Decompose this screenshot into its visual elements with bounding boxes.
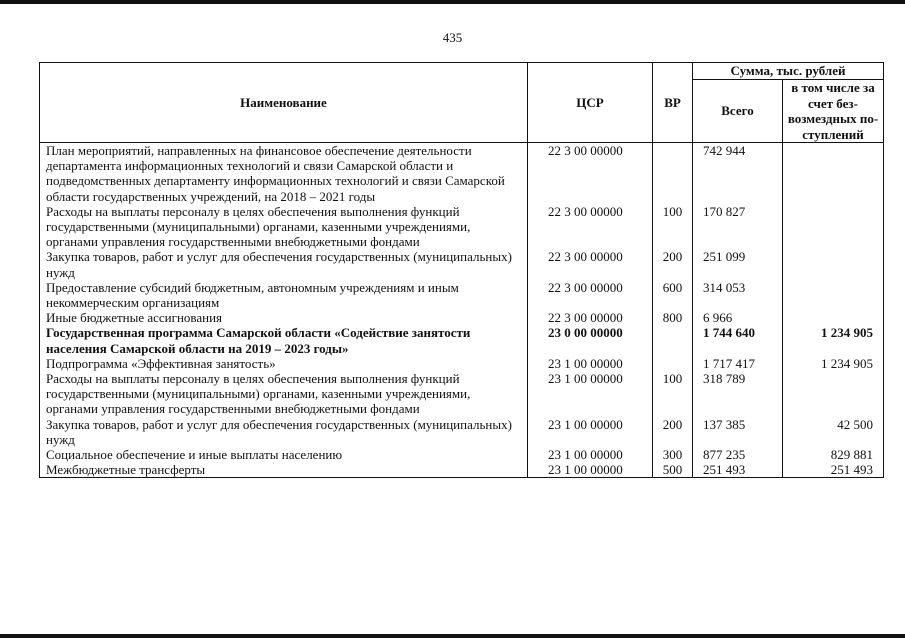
cell-vr: 200 — [653, 417, 693, 447]
header-total: Всего — [693, 80, 783, 143]
cell-grant: 829 881 — [783, 447, 884, 462]
cell-vr: 100 — [653, 204, 693, 250]
header-csr: ЦСР — [528, 63, 653, 143]
cell-vr — [653, 325, 693, 355]
table-row — [40, 371, 884, 417]
header-vr: ВР — [653, 63, 693, 143]
cell-total: 1 744 640 — [693, 325, 783, 355]
table-body — [40, 143, 884, 478]
cell-name: Закупка товаров, работ и услуг для обеспечения государственных (муниципальных) нужд — [40, 417, 528, 447]
cell-vr — [653, 143, 693, 204]
cell-grant: 42 500 — [783, 417, 884, 447]
page-number: 435 — [442, 30, 463, 45]
cell-vr: 200 — [653, 249, 693, 279]
cell-grant: 1 234 905 — [783, 356, 884, 371]
cell-csr: 22 3 00 00000 — [528, 204, 653, 250]
cell-vr — [653, 356, 693, 371]
cell-grant: 1 234 905 — [783, 325, 884, 355]
cell-total: 137 385 — [693, 417, 783, 447]
cell-total: 251 493 — [693, 462, 783, 478]
cell-csr: 22 3 00 00000 — [528, 143, 653, 204]
cell-grant — [783, 371, 884, 417]
cell-grant — [783, 310, 884, 325]
cell-name: Закупка товаров, работ и услуг для обеспечения государственных (муниципальных) нужд — [40, 249, 528, 279]
cell-csr: 22 3 00 00000 — [528, 249, 653, 279]
cell-name: Социальное обеспечение и иные выплаты населению — [40, 447, 528, 462]
cell-total: 742 944 — [693, 143, 783, 204]
cell-total: 170 827 — [693, 204, 783, 250]
cell-name: Предоставление субсидий бюджетным, автономным учреждениям и иным некоммерческим организациям — [40, 280, 528, 310]
cell-csr: 23 1 00 00000 — [528, 447, 653, 462]
table-row — [40, 204, 884, 250]
cell-name: Государственная программа Самарской области «Содействие занятости населения Самарской области на 2019 – 2023 годы» — [40, 325, 528, 355]
cell-csr: 23 1 00 00000 — [528, 462, 653, 478]
cell-name: План мероприятий, направленных на финансовое обеспечение деятельности департамента информационных технологий и связи Самарской области и подведомственных департаменту информационных технологий и связи Самарской области государственных учреждений, на 2018 – 2021 годы — [40, 143, 528, 204]
table-row — [40, 310, 884, 325]
table-row — [40, 325, 884, 355]
cell-name: Межбюджетные трансферты — [40, 462, 528, 478]
cell-vr: 100 — [653, 371, 693, 417]
cell-grant — [783, 280, 884, 310]
cell-total: 1 717 417 — [693, 356, 783, 371]
cell-vr: 500 — [653, 462, 693, 478]
cell-csr: 23 0 00 00000 — [528, 325, 653, 355]
header-sum: Сумма, тыс. рублей — [693, 63, 884, 80]
bottom-border-line — [0, 634, 905, 638]
cell-name: Расходы на выплаты персоналу в целях обеспечения выполнения функций государственными (муниципальными) органами, казенными учреждениями, органами управления государственными внебюджетными фондами — [40, 371, 528, 417]
cell-total: 251 099 — [693, 249, 783, 279]
table-row — [40, 462, 884, 478]
table-row — [40, 447, 884, 462]
cell-grant — [783, 249, 884, 279]
table-row — [40, 143, 884, 204]
cell-vr: 300 — [653, 447, 693, 462]
table-row — [40, 249, 884, 279]
table-header — [40, 63, 884, 143]
table-row — [40, 417, 884, 447]
cell-total: 318 789 — [693, 371, 783, 417]
cell-grant — [783, 204, 884, 250]
table-row — [40, 280, 884, 310]
cell-grant — [783, 143, 884, 204]
cell-name: Подпрограмма «Эффективная занятость» — [40, 356, 528, 371]
cell-total: 6 966 — [693, 310, 783, 325]
cell-total: 314 053 — [693, 280, 783, 310]
header-name: Наименование — [40, 63, 528, 143]
cell-vr: 800 — [653, 310, 693, 325]
cell-grant: 251 493 — [783, 462, 884, 478]
cell-csr: 23 1 00 00000 — [528, 417, 653, 447]
table-row — [40, 356, 884, 371]
header-grant: в том числе за счет без-возмездных по-ступлений — [783, 80, 884, 143]
cell-name: Расходы на выплаты персоналу в целях обеспечения выполнения функций государственными (муниципальными) органами, казенными учреждениями, органами управления государственными внебюджетными фондами — [40, 204, 528, 250]
cell-total: 877 235 — [693, 447, 783, 462]
cell-vr: 600 — [653, 280, 693, 310]
top-border-line — [0, 0, 905, 4]
budget-table — [39, 62, 884, 478]
cell-csr: 23 1 00 00000 — [528, 371, 653, 417]
cell-csr: 22 3 00 00000 — [528, 280, 653, 310]
cell-name: Иные бюджетные ассигнования — [40, 310, 528, 325]
cell-csr: 23 1 00 00000 — [528, 356, 653, 371]
cell-csr: 22 3 00 00000 — [528, 310, 653, 325]
